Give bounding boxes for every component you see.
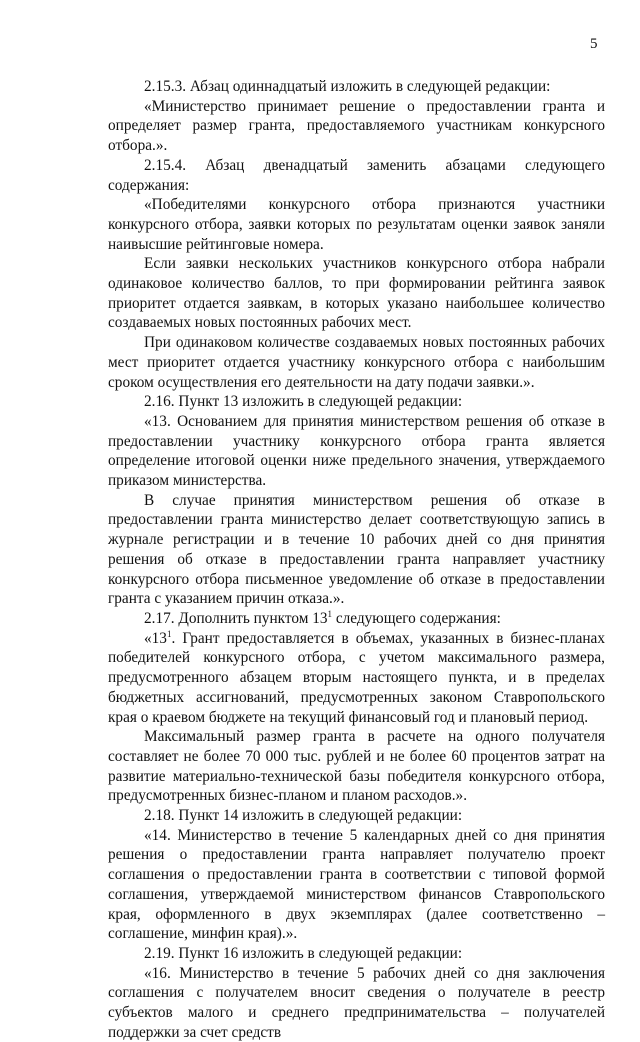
- paragraph-2-15-3: 2.15.3. Абзац одиннадцатый изложить в следующей редакции:: [144, 78, 551, 95]
- paragraph-refusal: В случае принятия министерством решения об отказе в предоставлении гранта министерство делает соответствующую запись в журнале регистрации и в течение 10 рабочих дней со дня принятия решения об отказе в предоставлении гранта направляет участнику конкурсного отбора письменное уведомление об отказе в предоставлении гранта с указанием причин отказа.».: [108, 491, 605, 608]
- paragraph-item-13: «13. Основанием для принятия министерством решения об отказе в предоставлении участнику конкурсного отбора гранта является определение итоговой оценки ниже предельного значения, утверждаемого приказом министерства.: [108, 412, 605, 490]
- paragraph-2-18: 2.18. Пункт 14 изложить в следующей редакции:: [144, 807, 463, 825]
- paragraph-quote-decision: «Министерство принимает решение о предоставлении гранта и определяет размер гранта, предоставляемого участникам конкурсного отбора.».: [108, 97, 605, 155]
- superscript: 1: [166, 628, 172, 639]
- paragraph-2-19: 2.19. Пункт 16 изложить в следующей редакции:: [144, 944, 463, 962]
- text-segment: . Грант предоставляется в объемах, указанных в бизнес-планах победителей конкурсного отбора, с учетом максимального размера, предусмотренного абзацем вторым настоящего пункта, и в пределах бюджетных ассигнований, предусмотренных законом Ставропольского края о краевом бюджете на текущий финансовый год и плановый период.: [108, 629, 605, 726]
- paragraph-item-14: «14. Министерство в течение 5 календарных дней со дня принятия решения о предоставлении гранта направляет получателю проект соглашения о предоставлении гранта в соответствии с типовой формой соглашения, утверждаемой министерством финансов Ставропольского края, оформленного в двух экземплярах (далее соответственно – соглашение, минфин края).».: [108, 826, 605, 943]
- text-segment: «13: [144, 629, 167, 647]
- paragraph-equal-jobs: При одинаковом количестве создаваемых новых постоянных рабочих мест приоритет отдается участнику конкурсного отбора с наибольшим сроком осуществления его деятельности на дату подачи заявки.».: [108, 334, 605, 391]
- paragraph-item-16: «16. Министерство в течение 5 рабочих дней со дня заключения соглашения с получателем вносит сведения о получателе в реестр субъектов малого и среднего предпринимательства – получателей поддержки за счет средств: [108, 964, 605, 1041]
- paragraph-max-grant: Максимальный размер гранта в расчете на одного получателя составляет не более 70 000 тыс. рублей и не более 60 процентов затрат на развитие материально-технической базы победителя конкурсного отбора, предусмотренных бизнес-планом и планом расходов.».: [108, 728, 605, 805]
- paragraph-2-17: [108, 609, 605, 629]
- paragraph-item-13-1: [108, 629, 605, 728]
- text-segment: следующего содержания:: [332, 609, 501, 627]
- page-number: 5: [590, 36, 598, 52]
- text-segment: 2.17. Дополнить пунктом 13: [144, 609, 328, 627]
- paragraph-equal-scores: Если заявки нескольких участников конкурсного отбора набрали одинаковое количество баллов, то при формировании рейтинга заявок приоритет отдается заявкам, в которых указано наибольшее количество создаваемых новых постоянных рабочих мест.: [108, 255, 605, 332]
- superscript: 1: [327, 608, 333, 619]
- paragraph-2-15-4: 2.15.4. Абзац двенадцатый заменить абзацами следующего содержания:: [108, 156, 605, 194]
- document-body: [108, 77, 605, 1042]
- paragraph-2-16: 2.16. Пункт 13 изложить в следующей редакции:: [144, 393, 463, 411]
- paragraph-winners: «Победителями конкурсного отбора признаются участники конкурсного отбора, заявки которых по результатам оценки заявок заняли наивысшие рейтинговые номера.: [108, 196, 605, 253]
